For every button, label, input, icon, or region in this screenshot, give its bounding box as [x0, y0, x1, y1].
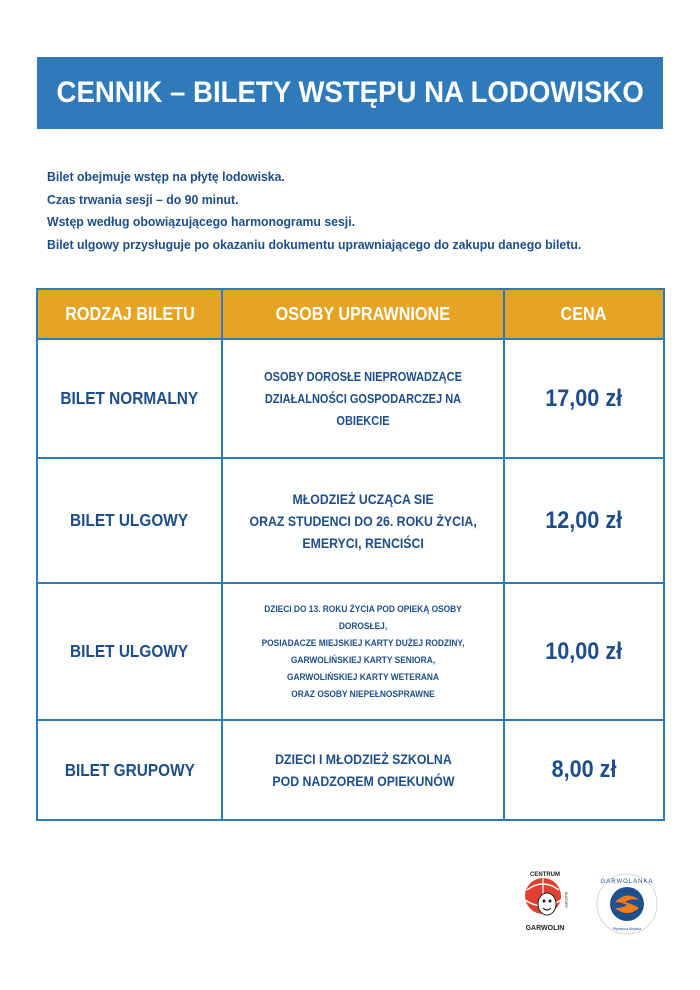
price-cell: 12,00 zł	[504, 458, 664, 583]
intro-line: Wstęp według obowiązującego harmonogramu sesji.	[47, 214, 356, 229]
eligible-cell: MŁODZIEŻ UCZĄCA SIE ORAZ STUDENCI DO 26. ROKU ŻYCIA, EMERYCI, RENCIŚCI	[222, 458, 504, 583]
ticket-type-cell: BILET ULGOWY	[37, 458, 222, 583]
table-row	[37, 339, 664, 458]
ticket-type-cell: BILET GRUPOWY	[37, 720, 222, 820]
ticket-type-cell: BILET ULGOWY	[37, 583, 222, 720]
eligible-cell: OSOBY DOROSŁE NIEPROWADZĄCE DZIAŁALNOŚCI GOSPODARCZEJ NA OBIEKCIE	[222, 339, 504, 458]
svg-text:Pływalnia Miejska: Pływalnia Miejska	[612, 927, 642, 931]
price-cell: 17,00 zł	[504, 339, 664, 458]
intro-line: Czas trwania sesji – do 90 minut.	[47, 191, 239, 207]
svg-text:CENTRUM: CENTRUM	[530, 872, 560, 878]
eligible-cell: DZIECI I MŁODZIEŻ SZKOLNA POD NADZOREM OPIEKUNÓW	[222, 720, 504, 820]
header-price: CENA	[504, 289, 664, 339]
svg-text:GARWOLANKA: GARWOLANKA	[600, 879, 654, 885]
intro-text	[47, 166, 667, 256]
table-row	[37, 458, 664, 583]
logos	[515, 870, 665, 940]
svg-text:GARWOLIN: GARWOLIN	[525, 925, 565, 932]
header-ticket-type: RODZAJ BILETU	[37, 289, 222, 339]
title-banner	[37, 57, 663, 129]
intro-line: Bilet obejmuje wstęp na płytę lodowiska.	[47, 169, 285, 184]
page-title: CENNIK – BILETY WSTĘPU NA LODOWISKO	[56, 76, 644, 109]
table-row	[37, 583, 664, 720]
price-cell: 10,00 zł	[504, 583, 664, 720]
table-header-row	[37, 289, 664, 339]
ticket-type-cell: BILET NORMALNY	[37, 339, 222, 458]
centrum-kultury-logo	[515, 870, 575, 940]
price-cell: 8,00 zł	[504, 720, 664, 820]
svg-text:KULTURY: KULTURY	[564, 891, 568, 909]
header-eligible: OSOBY UPRAWNIONE	[222, 289, 504, 339]
intro-line: Bilet ulgowy przysługuje po okazaniu dokumentu uprawniającego do zakupu danego biletu.	[47, 236, 582, 252]
table-row	[37, 720, 664, 820]
garwolanka-logo	[595, 872, 659, 936]
price-table	[36, 288, 665, 821]
eligible-cell: DZIECI DO 13. ROKU ŻYCIA POD OPIEKĄ OSOBY DOROSŁEJ, POSIADACZE MIEJSKIEJ KARTY DUŻEJ RODZINY, GARWOLIŃSKIEJ KARTY SENIORA, GARWOLIŃSKIEJ KARTY WETERANA ORAZ OSOBY NIEPEŁNOSPRAWNE	[222, 583, 504, 720]
